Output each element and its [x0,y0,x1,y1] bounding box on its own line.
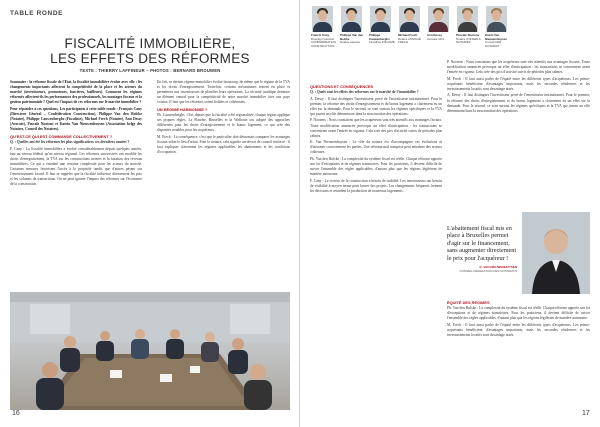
article-column-4 [447,60,590,210]
question: Q. : Quelles ont été les réformes les plus significatives ces dernières années ? [10,140,130,145]
page-number-left: 16 [12,410,20,417]
answer-paragraph: A. Dessy : Il faut distinguer l'investisseur privé de l'investisseur institutionnel. Pour le premier, la réforme des droits d'enregistrement et du bonus logement a clairement eu un effet sur la demande. Pour le second, ce sont surtout les régimes spécifiques et la TVA qui jouent un rôle déterminant dans la structuration des opérations. [310,96,442,116]
participant-portrait [341,6,362,32]
page-title-line1: FISCALITÉ IMMOBILIÈRE, [64,36,236,51]
pull-quote-text: L'abattement fiscal mis en place à Bruxelles permet d'agir sur le financement, sans augmenter directement le prix pour l'acquéreur ! [447,225,517,262]
participant-portrait [486,6,507,32]
answer-paragraph: P. Nootens : Nous constatons que les acquéreurs sont très attentifs aux avantages fiscaux. Toute modification annoncée provoque un effet d'anticipation : les transactions se concentrent avant l'entrée en vigueur. Cela crée des pics d'activité suivis de périodes plus calmes. [310,118,442,138]
answer-paragraph: Ph. Cauwenberghs : Oui, depuis que la fiscalité a été régionalisée, chaque région applique ses propres règles. La Flandre, Bruxelles et la Wallonie ont adopté des approches différentes pour les droits d'enregistrement et le bonus logement, ce qui crée des disparités notables pour les acquéreurs. [157,113,290,133]
section-heading: QUESTIONS ET CONSÉQUENCES [310,84,374,89]
page-number-right: 17 [582,410,590,417]
answer-paragraph: F. Cany : Le secteur de la construction a besoin de stabilité. Les investisseurs ont besoin de visibilité à moyen terme pour lancer des projets. Les changements fréquents freinent les décisions et retardent la production de nouveaux logements. [310,178,442,193]
participant-portrait [428,6,449,32]
participant-caption: Philippe Cauwenberghs Fiscaliste FISCAMB [369,33,395,44]
speaker-photo [522,212,590,294]
answer-paragraph: P. Nootens : Nous constatons que les acquéreurs sont très attentifs aux avantages fiscaux. Toute modification annoncée provoque un effet d'anticipation : les transactions se concentrent avant l'entrée en vigueur. Cela crée des pics d'activité suivis de périodes plus calmes. [447,60,590,75]
article-column-3 [310,82,442,402]
section-heading: ÉQUITÉ DES RÉGIMES [447,300,490,305]
participant-caption: Pascale Nootens Notaire CONSEILS NOTAIRES [456,33,481,44]
rubric: TABLE RONDE [10,10,64,17]
participant-caption: Ann Dessy Avocate GFS [427,33,445,41]
answer-paragraph: F. Cany : La fiscalité immobilière a évolué considérablement depuis quelques années, tant au niveau fédéral qu'au niveau régional. Les réformes successives ont modifié les droits d'enregistrement, la TVA sur les constructions neuves et la taxation des revenus immobiliers. Ce qui a entraîné une certaine complexité pour les acteurs du marché. Certaines mesures favorisent l'accès à la propriété tandis que d'autres pèsent sur l'investissement locatif. Il faut se rappeler que la fiscalité influence directement les prix et les volumes de transactions. On ne peut ignorer l'impact des réformes sur l'économie de la construction. [10,146,142,187]
participant-portrait [457,6,478,32]
article-column-2 [157,80,290,288]
speaker-photo-illustration [522,212,590,294]
intro-paragraph-2: Pour répondre à ces questions, Les participants à cette table ronde : François Cany (Directeur Général – Confédération Construction), Philippe Van den Bulcke (Notaire), Philippe Cauwenberghs (Fiscaliste), Michael Frech (Notaire), Ann Dessy (Avocate), Pascale Nootens et Katrin Van Nieuwenhuysen (Association belge des Notaires, Conseil des Notaires). [10,106,142,132]
answer-paragraph: A. Dessy : Il faut distinguer l'investisseur privé de l'investisseur institutionnel. Pour le premier, la réforme des droits d'enregistrement et du bonus logement a clairement eu un effet sur la demande. Pour le second, ce sont surtout les régimes spécifiques et la TVA qui jouent un rôle déterminant dans la structuration des opérations. [447,93,590,113]
article-column-1 [10,80,142,288]
page-title-line2: LES EFFETS DES RÉFORMES [50,51,250,66]
pull-quote [447,225,517,273]
answer-paragraph: Ph. Van den Bulcke : La complexité du système fiscal est réelle. Chaque réforme apporte son lot d'exceptions et de régimes transitoires. Pour les praticiens, il devient difficile de suivre l'ensemble des règles applicables, d'autant plus que les régions légifèrent de manière autonome. [310,156,442,177]
section-heading: QU'EST-CE QUI EST COMMANDE COLLECTIVEMENT ? [10,134,113,140]
byline: TEXTE : THIERRY LAFFINEUR – PHOTOS : BERNARD BROUWEN [79,68,221,73]
answer-paragraph: M. Frech : La conséquence, c'est que le particulier doit désormais comparer les avantages fiscaux selon le lieu d'achat. Pour le notaire, cela signifie un devoir de conseil renforcé : il faut expliquer clairement les régimes applicables, les abattements et les conditions d'occupation. [157,135,290,155]
answer-paragraph: M. Frech : Il faut aussi parler de l'équité entre les différents types d'acquéreurs. Les primo-acquérants bénéficient d'avantages importants, mais les secondes résidences et les investissements locatifs sont davantage taxés. [447,322,590,337]
answer-paragraph: K. Van Nieuwenhuysen : Le rôle du notaire est d'accompagner ces évolutions et d'informer correctement les parties. Une réforme mal comprise peut entraîner des erreurs coûteuses. [310,140,442,155]
participant-caption: Michael Frech Notaire ASSOCIÉ FRECH [398,33,421,44]
participant-portrait [399,6,420,32]
participant-portrait [370,6,391,32]
roundtable-photo-illustration [10,292,290,410]
right-page [300,0,600,427]
participant-caption: Philippe Van den Bulcke Notaire associé [340,33,364,44]
participant-caption: Katrin Van Nieuwenhuysen Conseil FED NOTARIAT [485,33,508,48]
section-heading: UN RÉGIME HARMONISÉ ? [157,107,208,113]
roundtable-photo [10,292,290,410]
answer-paragraph: En fait, ce dernier régime immobilier évolue beaucoup, de même que le régime de la TVA et les droits d'enregistrement. Toutefois, certains mécanismes restent en place et permettent aux investisseurs de planifier leurs opérations. La sécurité juridique demeure un élément central pour la compétitivité de notre marché immobilier face aux pays voisins. Il faut que les réformes soient lisibles et cohérentes. [157,80,290,105]
participant-caption: Francis Cany Directeur Général CONFÉDÉRATION CONSTRUCTION [311,33,336,48]
pull-quote-signature: K. VAN NIEUWENHUYSEN CONSEIL FÉDÉRATION DES NOTARIATS [459,265,517,274]
participant-portrait [312,6,333,32]
intro-paragraph: Sommaire : la réforme fiscale de l'État, la fiscalité immobilière évolue avec elle : les changements importants affectent la compétitivité de la place et les acteurs du marché (investisseurs, promoteurs, foncières, bailleurs). Comment les régimes réformés affectent-ils les performances des professionnels, les montages fiscaux et la gestion patrimoniale ? Quel est l'impact de ces réformes sur le marché immobilier ? [10,80,142,105]
answer-paragraph: M. Frech : Il faut aussi parler de l'équité entre les différents types d'acquéreurs. Les primo-acquérants bénéficient d'avantages importants, mais les secondes résidences et les investissements locatifs sont davantage taxés. [447,76,590,91]
article-column-5 [447,298,590,406]
answer-paragraph: Ph. Van den Bulcke : La complexité du système fiscal est réelle. Chaque réforme apporte son lot d'exceptions et de régimes transitoires. Pour les praticiens, il devient difficile de suivre l'ensemble des règles applicables, d'autant plus que les régions légifèrent de manière autonome. [447,306,590,321]
question: Q. : Quels sont les effets des réformes sur le marché de l'immobilier ? [310,90,419,95]
